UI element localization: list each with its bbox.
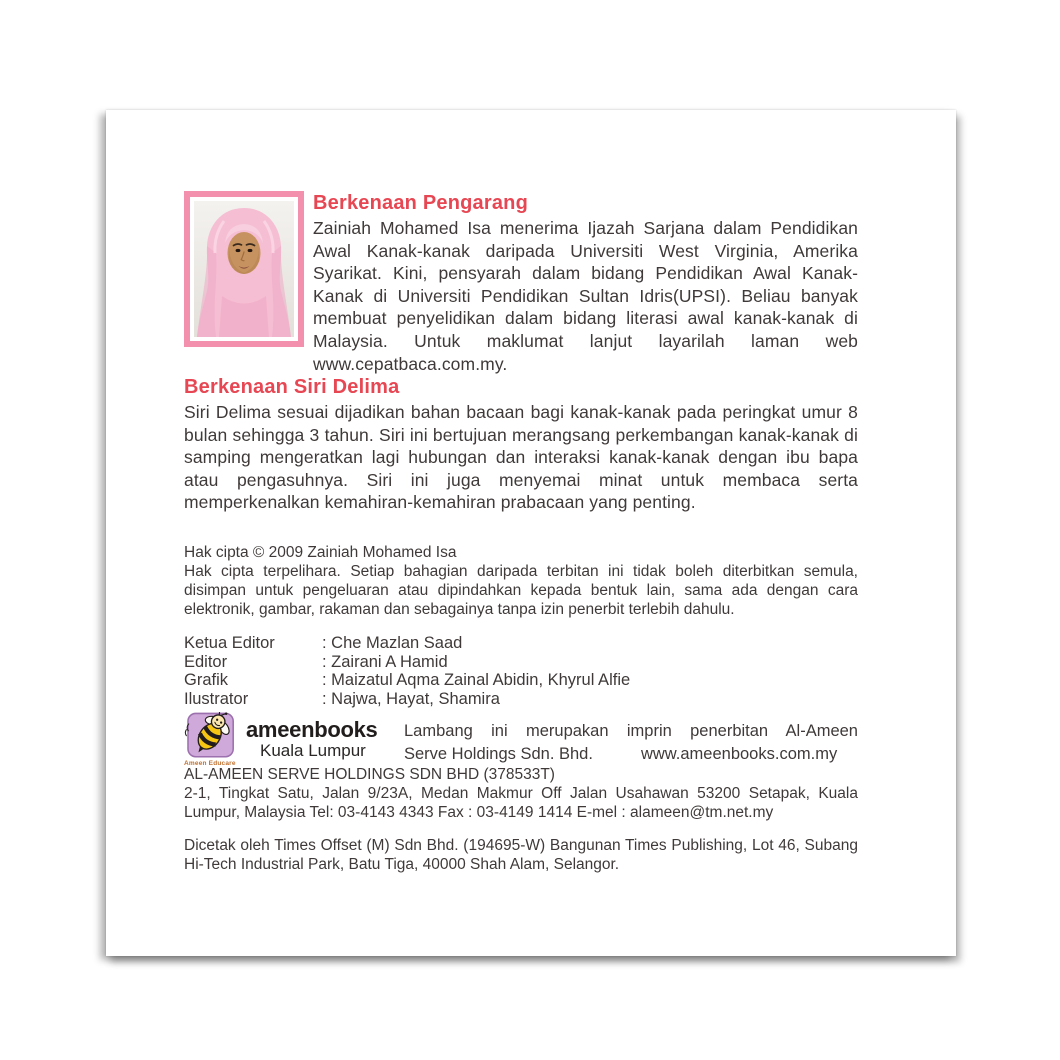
publisher-section xyxy=(184,765,858,822)
logo-tagline: Ameen Educare xyxy=(184,760,236,767)
publisher-address: 2-1, Tingkat Satu, Jalan 9/23A, Medan Makmur Off Jalan Usahawan 53200 Setapak, Kuala Lumpur, Malaysia Tel: 03-4143 4343 Fax : 03-4149 1414 E-mel : alameen@tm.net.my xyxy=(184,785,858,821)
printer-note: Dicetak oleh Times Offset (M) Sdn Bhd. (194695-W) Bangunan Times Publishing, Lot 46, Subang Hi-Tech Industrial Park, Batu Tiga, 40000 Shah Alam, Selangor. xyxy=(184,837,858,873)
credit-label: Grafik xyxy=(184,671,229,690)
ameenbooks-wordmark-block xyxy=(246,712,404,760)
copyright-section xyxy=(184,543,858,619)
credit-row xyxy=(184,690,858,709)
book-page xyxy=(106,110,956,956)
bee-logo-icon xyxy=(184,712,242,762)
credit-label: Ilustrator xyxy=(184,689,249,708)
author-section xyxy=(184,191,858,375)
credit-row xyxy=(184,653,858,672)
credit-value: : Maizatul Aqma Zainal Abidin, Khyrul Alfie xyxy=(322,671,631,690)
credit-row xyxy=(184,634,858,653)
series-description-paragraph: Siri Delima sesuai dijadikan bahan bacaan bagi kanak-kanak pada peringkat umur 8 bulan sehingga 3 tahun. Siri ini bertujuan merangsang perkembangan kanak-kanak di samping mengeratkan lagi hubungan dan interaksi kanak-kanak dengan ibu bapa atau pengasuhnya. Siri ini juga menyemai minat untuk membaca serta memperkenalkan kemahiran-kemahiran prabacaan yang penting. xyxy=(184,402,858,513)
publisher-name: AL-AMEEN SERVE HOLDINGS SDN BHD (378533T) xyxy=(184,766,555,783)
credit-value: : Che Mazlan Saad xyxy=(322,634,463,652)
credit-label: Editor xyxy=(184,652,228,671)
imprint-company: Serve Holdings Sdn. Bhd. xyxy=(404,745,593,763)
credit-row xyxy=(184,671,858,690)
publisher-website-url: www.ameenbooks.com.my xyxy=(640,745,838,763)
imprint-description-line1: Lambang ini merupakan imprin penerbitan Al-Ameen xyxy=(404,722,858,740)
author-portrait-photo xyxy=(194,201,294,337)
series-section-heading: Berkenaan Siri Delima xyxy=(184,376,400,398)
copyright-notice: Hak cipta terpelihara. Setiap bahagian daripada terbitan ini tidak boleh diterbitkan semula, disimpan untuk pengeluaran atau dipindahkan kepada bentuk lain, sama ada dengan cara elektronik, gambar, rakaman dan sebagainya tanpa izin penerbit terlebih dahulu. xyxy=(184,563,858,618)
wordmark-city: Kuala Lumpur xyxy=(260,741,366,760)
credit-value: : Najwa, Hayat, Shamira xyxy=(322,689,500,708)
imprint-section xyxy=(184,712,858,767)
credit-value: : Zairani A Hamid xyxy=(322,652,448,671)
imprint-description xyxy=(404,712,858,766)
author-photo-frame xyxy=(184,191,304,347)
imprint-description-line2 xyxy=(404,743,858,766)
publisher-logo xyxy=(184,712,244,767)
author-section-heading: Berkenaan Pengarang xyxy=(313,192,528,214)
copyright-line: Hak cipta © 2009 Zainiah Mohamed Isa xyxy=(184,544,457,561)
ameenbooks-wordmark: ameenbooks xyxy=(246,717,378,742)
author-text-column xyxy=(313,191,858,375)
series-section xyxy=(184,375,858,514)
author-bio-paragraph: Zainiah Mohamed Isa menerima Ijazah Sarjana dalam Pendidikan Awal Kanak-kanak daripada Universiti West Virginia, Amerika Syarikat. Kini, pensyarah dalam bidang Pendidikan Awal Kanak-Kanak di Universiti Pendidikan Sultan Idris(UPSI). Beliau banyak membuat penyelidikan dalam bidang literasi awal kanak-kanak di Malaysia. Untuk maklumat lanjut layarilah laman web www.cepatbaca.com.my. xyxy=(313,218,858,374)
credit-label: Ketua Editor xyxy=(184,634,275,652)
credits-list xyxy=(184,634,858,708)
